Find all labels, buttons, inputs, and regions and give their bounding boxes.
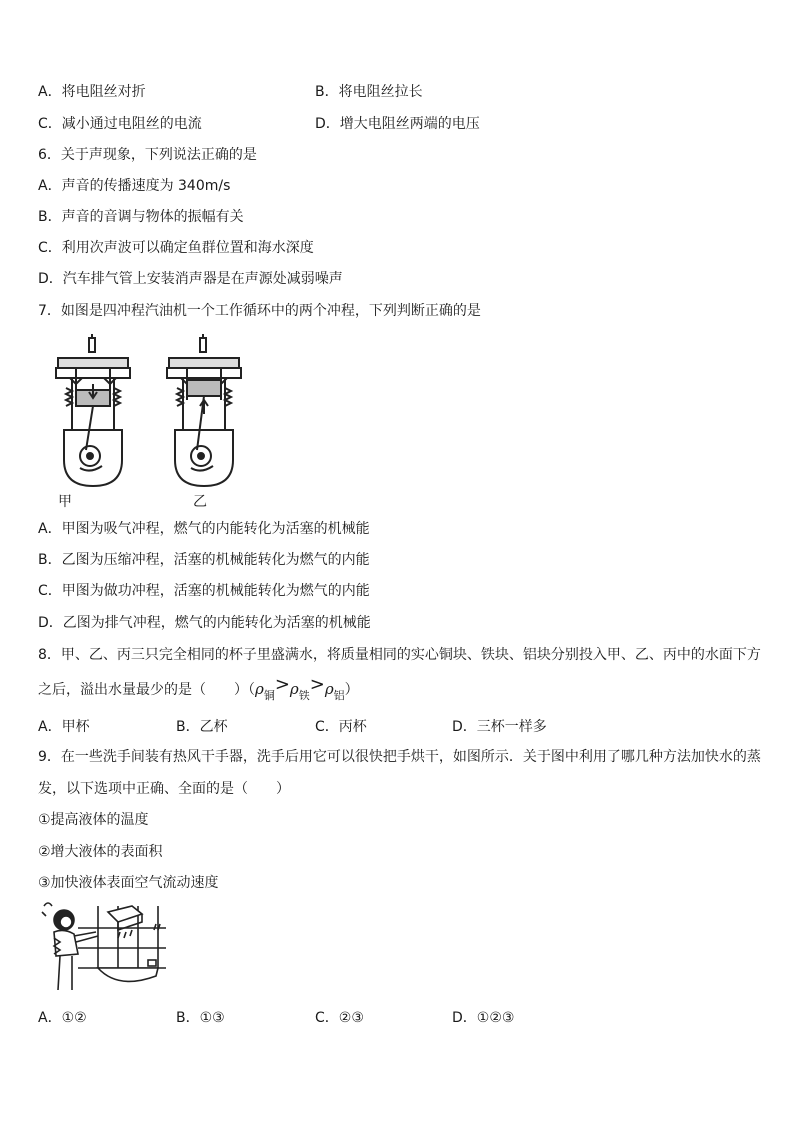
q6-stem: 6．关于声现象，下列说法正确的是 (38, 147, 257, 163)
q9-option-b: B．①③ (176, 1010, 225, 1026)
q6-option-b: B．声音的音调与物体的振幅有关 (38, 209, 244, 225)
q7-option-c: C．甲图为做功冲程，活塞的机械能转化为燃气的内能 (38, 583, 370, 599)
subscript-aluminium: 铝 (333, 689, 345, 702)
q6-option-a: A．声音的传播速度为 340m/s (38, 178, 231, 194)
q9-stem-line2: 发，以下选项中正确、全面的是（ ） (38, 781, 290, 797)
greater-than-sign: > (274, 674, 290, 695)
hand-dryer-illustration (38, 898, 168, 994)
rho-symbol: ρ (289, 680, 299, 698)
q5-option-a: A．将电阻丝对折 (38, 84, 146, 100)
q9-option-a: A．①② (38, 1010, 87, 1026)
q8-option-d: D．三杯一样多 (452, 719, 547, 735)
q8-stem-line2 (38, 674, 359, 702)
subscript-copper: 铜 (263, 689, 275, 702)
q7-option-d: D．乙图为排气冲程，燃气的内能转化为活塞的机械能 (38, 615, 371, 631)
q6-option-c: C．利用次声波可以确定鱼群位置和海水深度 (38, 240, 314, 256)
subscript-iron: 铁 (298, 689, 310, 702)
q8-stem-line1: 8．甲、乙、丙三只完全相同的杯子里盛满水，将质量相同的实心铜块、铁块、铝块分别投入甲、乙、丙中的水面下方 (38, 647, 761, 663)
q5-option-d: D．增大电阻丝两端的电压 (315, 116, 480, 132)
q7-option-a: A．甲图为吸气冲程，燃气的内能转化为活塞的机械能 (38, 521, 370, 537)
q8-option-b: B．乙杯 (176, 719, 228, 735)
q9-item-2: ②增大液体的表面积 (38, 844, 163, 860)
q9-item-1: ①提高液体的温度 (38, 812, 149, 828)
greater-than-sign: > (309, 674, 325, 695)
rho-symbol: ρ (324, 680, 334, 698)
q7-stem: 7．如图是四冲程汽油机一个工作循环中的两个冲程，下列判断正确的是 (38, 303, 481, 319)
engine-diagram-jia (52, 332, 134, 490)
closing-paren: ） (344, 682, 359, 698)
q5-option-c: C．减小通过电阻丝的电流 (38, 116, 202, 132)
q6-option-d: D．汽车排气管上安装消声器是在声源处减弱噪声 (38, 271, 343, 287)
q7-option-b: B．乙图为压缩冲程，活塞的机械能转化为燃气的内能 (38, 552, 370, 568)
q9-option-d: D．①②③ (452, 1010, 515, 1026)
rho-symbol: ρ (255, 680, 264, 698)
q9-stem-line1: 9．在一些洗手间装有热风干手器，洗手后用它可以很快把手烘干，如图所示．关于图中利用了哪几种方法加快水的蒸 (38, 749, 761, 765)
figure-label-yi: 乙 (193, 494, 207, 510)
q9-option-c: C．②③ (315, 1010, 364, 1026)
q8-stem-text: 之后，溢出水量最少的是（ ）（ (38, 682, 255, 698)
q8-option-a: A．甲杯 (38, 719, 90, 735)
q9-item-3: ③加快液体表面空气流动速度 (38, 875, 219, 891)
q8-option-c: C．丙杯 (315, 719, 367, 735)
q5-option-b: B．将电阻丝拉长 (315, 84, 423, 100)
engine-diagram-yi (163, 332, 245, 490)
figure-label-jia: 甲 (58, 494, 72, 510)
